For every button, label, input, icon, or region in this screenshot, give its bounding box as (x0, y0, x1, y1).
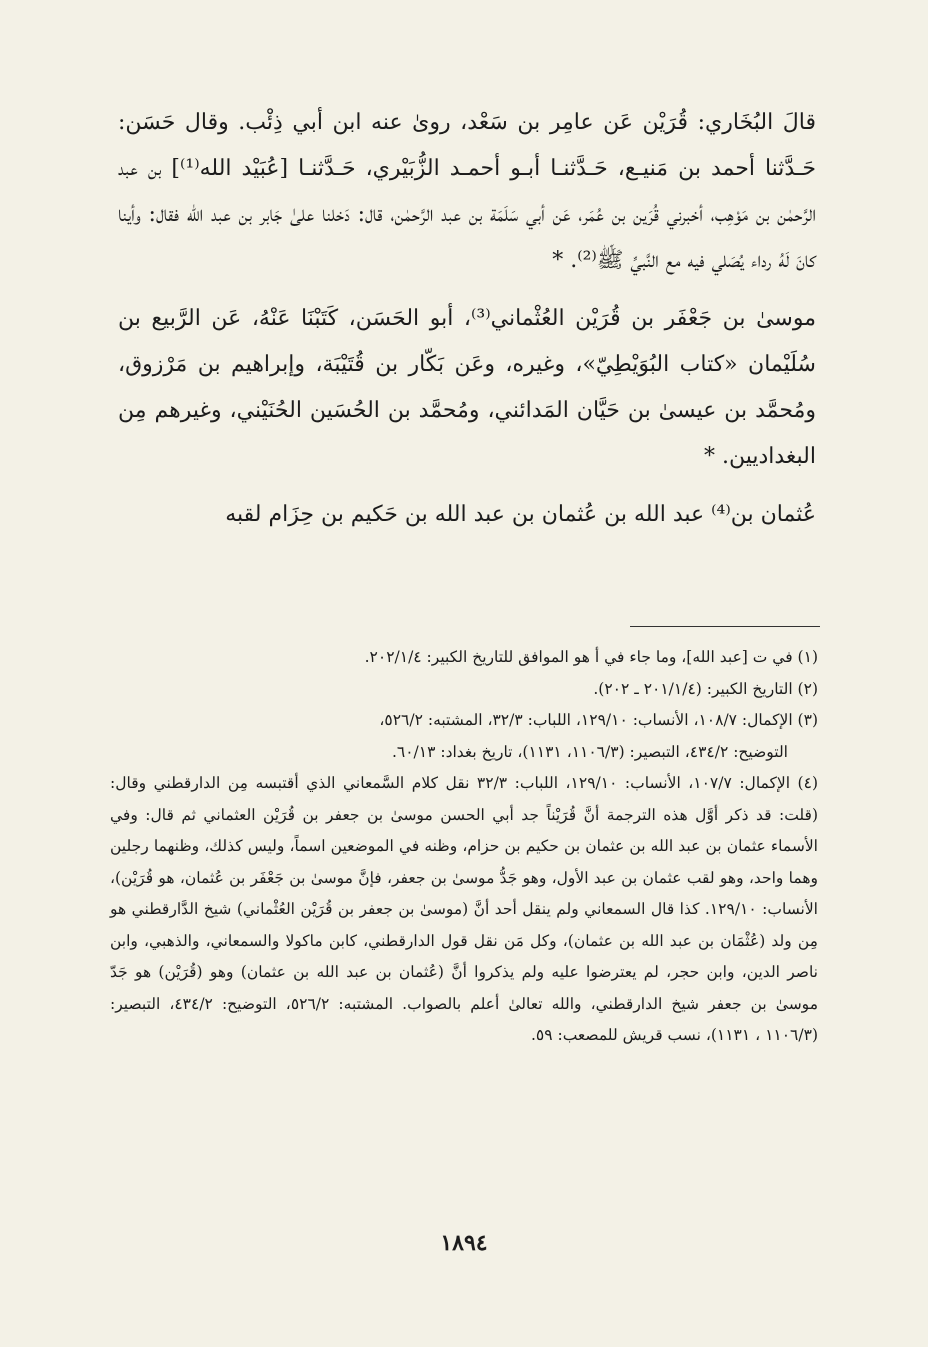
footnotes (110, 642, 818, 1052)
paragraph-uthman: عُثمان بن⁽⁴⁾ عبد الله بن عُثمان بن عبد الله بن حَكيم بن حِزَام لقبه (225, 502, 816, 527)
footnote-2: (٢) التاريخ الكبير: (٢٠١/١/٤ ـ ٢٠٢). (593, 679, 818, 698)
footnote-3: (٣) الإكمال: ١٠٨/٧، الأنساب: ١٢٩/١٠، اللباب: ٣٢/٣، المشتبه: ٥٢٦/٢، (379, 711, 818, 729)
footnote-separator (630, 626, 820, 627)
footnote-3-continuation: التوضيح: ٤٣٤/٢، التبصير: (١١٠٦/٣، ١١٣١)، تاريخ بغداد: ٦٠/١٣. (391, 742, 788, 761)
paragraph-qurayn: قالَ البُخَاري: قُرَيْن عَن عامِر بن سَعْد، روىٰ عنه ابن أبي ذِئْب. وقال حَسَن: حَـدَّثنا أحمد بن مَنيـع، حَـدَّثنـا أبـو أحمـد الزُّبَيْري، حَـدَّثنـا [عُبَيْد الله⁽¹⁾] بن عبد الرَّحمٰن بن مَوْهِب، أخبرني قُرَين بن عُمَر، عَن أبي سَلَمَة بن عبد الرَّحمٰن، قال: دَخلنا علىٰ جَابر بن عبد الله فقال: وأينا كانَ لَهُ رداء يُصَلي فيه مع النَّبيِّ ﷺ⁽²⁾. * (118, 110, 816, 273)
main-text (118, 100, 816, 550)
paragraph-musa: موسىٰ بن جَعْفَر بن قُرَيْن العُثْماني⁽³⁾، أبو الحَسَن، كَتَبْنَا عَنْهُ، عَن الرَّبيع بن سُلَيْمان «كتاب البُوَيْطِيّ»، وغيره، وعَن بَكّار بن قُتَيْبَة، وإبراهيم بن مَرْزوق، ومُحمَّد بن عيسىٰ بن حَيَّان المَدائني، ومُحمَّد بن الحُسَين الحُنَيْني، وغيرهم مِن البغداديين. * (118, 306, 816, 469)
page-number: ١٨٩٤ (440, 1230, 488, 1256)
footnote-4: (٤) الإكمال: ١٠٧/٧، الأنساب: ١٢٩/١٠، اللباب: ٣٢/٣ نقل كلام السَّمعاني الذي أقتبسه مِن الدارقطني وقال: (قلت: قد ذكر أوَّل هذه الترجمة أنَّ قُرَيْناً جد أبي الحسن موسىٰ بن جعفر بن قُرَيْن العثماني ثم قال: وفي الأسماء عثمان بن عبد الله بن عثمان بن حكيم بن حزام، وظنه في الموضعين اسماً، وليس كذلك، وظنهما رجلين وهما واحد، وهو لقب عثمان بن عبد الأول، وهو جَدُّ موسىٰ بن جعفر، فإنَّ موسىٰ بن جَعْفَر بن عُثمان، هو قُرَيْن)، الأنساب: ١٢٩/١٠. كذا قال السمعاني ولم ينقل أحد أنَّ (موسىٰ بن جعفر بن قُرَيْن العُثْماني) شيخ الدَّارقطني هو مِن ولد (عُثْمَان بن عبد الله بن عثمان)، وكل مَن نقل قول الدارقطني، كابن ماكولا والسمعاني، والذهبي، وابن ناصر الدين، وابن حجر، لم يعترضوا عليه ولم يذكروا أنَّ (عُثمان بن عبد الله بن عثمان) وهو (قُرَيْن) هو جَدّ موسىٰ بن جعفر شيخ الدارقطني، والله تعالىٰ أعلم بالصواب. المشتبه: ٥٢٦/٢، التوضيح: ٤٣٤/٢، التبصير: (١١٠٦/٣ ، ١١٣١)، نسب قريش للمصعب: ٥٩. (110, 774, 818, 1044)
footnote-1: (١) في ت [عبد الله]، وما جاء في أ هو الموافق للتاريخ الكبير: ٢٠٢/١/٤. (364, 648, 818, 666)
